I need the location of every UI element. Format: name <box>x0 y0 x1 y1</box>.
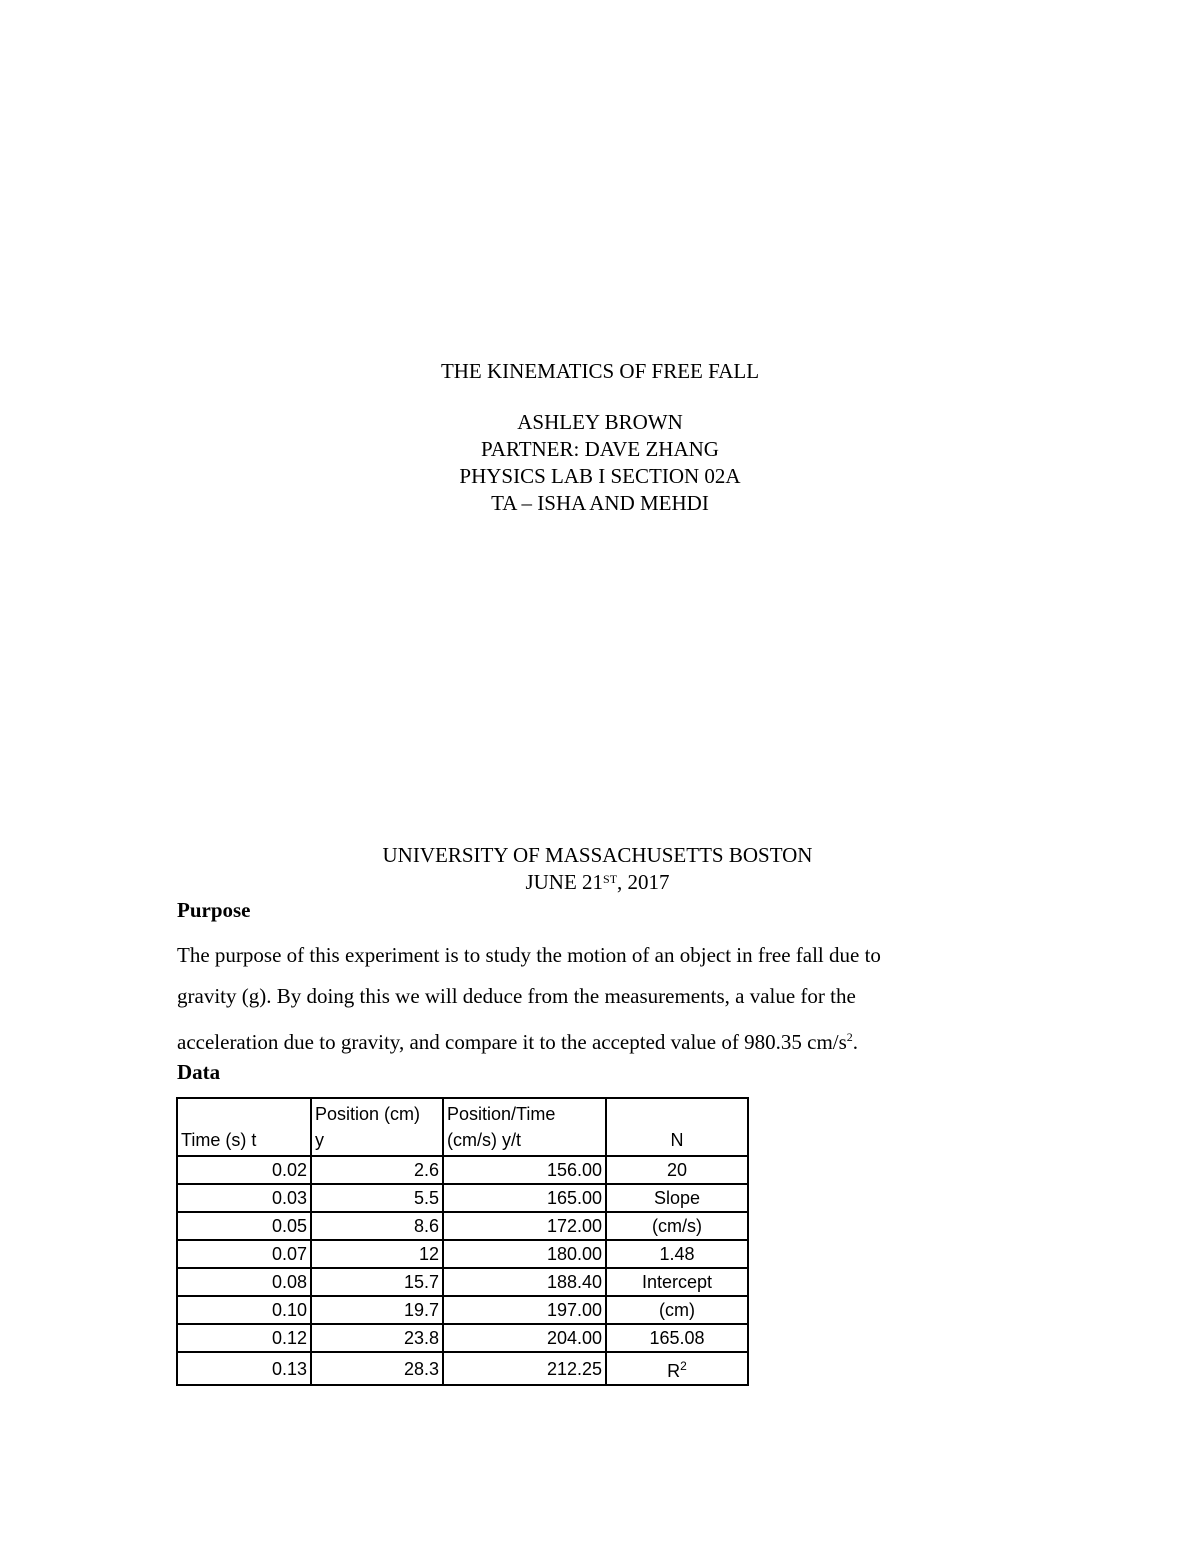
cell-side-info: Slope <box>606 1184 748 1212</box>
course-section: PHYSICS LAB I SECTION 02A <box>459 464 741 488</box>
header-pt-line2: (cm/s) y/t <box>447 1130 521 1150</box>
cell-side-info: (cm/s) <box>606 1212 748 1240</box>
purpose-paragraph <box>177 935 997 1063</box>
cell-position-time: 172.00 <box>443 1212 606 1240</box>
table-row <box>177 1324 748 1352</box>
purpose-line-2: gravity (g). By doing this we will deduce from the measurements, a value for the <box>177 984 856 1008</box>
header-n: N <box>606 1098 748 1156</box>
cell-side-info: (cm) <box>606 1296 748 1324</box>
spacer <box>0 385 1200 409</box>
cell-side-info: 1.48 <box>606 1240 748 1268</box>
date-suffix: , 2017 <box>617 870 670 894</box>
header-position-time <box>443 1098 606 1156</box>
cell-side-info <box>606 1352 748 1385</box>
cell-side-info: 20 <box>606 1156 748 1184</box>
header-time <box>177 1098 311 1156</box>
table-header-row <box>177 1098 748 1156</box>
table-row <box>177 1268 748 1296</box>
cell-position: 12 <box>311 1240 443 1268</box>
header-time-text: Time (s) t <box>181 1130 257 1150</box>
teaching-assistants: TA – ISHA AND MEHDI <box>491 491 709 515</box>
header-position <box>311 1098 443 1156</box>
cell-position-time: 197.00 <box>443 1296 606 1324</box>
cell-side-sup: 2 <box>680 1359 687 1373</box>
cell-side-info: Intercept <box>606 1268 748 1296</box>
header-position-line2: y <box>315 1130 324 1150</box>
cell-time: 0.08 <box>177 1268 311 1296</box>
purpose-line-3-end: . <box>852 1030 859 1054</box>
cell-position-time: 165.00 <box>443 1184 606 1212</box>
header-position-line1: Position (cm) <box>315 1104 421 1124</box>
table-row <box>177 1184 748 1212</box>
cell-position-time: 180.00 <box>443 1240 606 1268</box>
university-name: UNIVERSITY OF MASSACHUSETTS BOSTON <box>382 843 813 867</box>
cell-time: 0.10 <box>177 1296 311 1324</box>
cell-position: 8.6 <box>311 1212 443 1240</box>
author-name: ASHLEY BROWN <box>517 410 683 434</box>
purpose-line-3-sup: 2 <box>846 1030 853 1044</box>
cell-time: 0.12 <box>177 1324 311 1352</box>
report-date <box>0 869 1195 896</box>
report-title: THE KINEMATICS OF FREE FALL <box>440 359 760 383</box>
cell-position: 28.3 <box>311 1352 443 1385</box>
cell-position: 23.8 <box>311 1324 443 1352</box>
purpose-line-3-text: acceleration due to gravity, and compare it to the accepted value of 980.35 cm/s <box>177 1030 847 1054</box>
purpose-heading: Purpose <box>177 898 251 922</box>
cell-time: 0.13 <box>177 1352 311 1385</box>
cell-time: 0.07 <box>177 1240 311 1268</box>
data-table <box>176 1097 749 1386</box>
purpose-line-3 <box>177 1017 997 1063</box>
cell-side-text: R <box>667 1361 681 1381</box>
cell-position: 19.7 <box>311 1296 443 1324</box>
date-superscript: ST <box>603 872 618 886</box>
table-row <box>177 1212 748 1240</box>
cell-time: 0.03 <box>177 1184 311 1212</box>
table-row <box>177 1240 748 1268</box>
header-pt-line1: Position/Time <box>447 1104 556 1124</box>
table-row <box>177 1296 748 1324</box>
cell-position: 5.5 <box>311 1184 443 1212</box>
data-heading: Data <box>177 1060 221 1084</box>
table-row <box>177 1352 748 1385</box>
date-prefix: JUNE 21 <box>525 870 604 894</box>
cell-position-time: 204.00 <box>443 1324 606 1352</box>
cell-position-time: 212.25 <box>443 1352 606 1385</box>
university-block <box>0 842 1195 896</box>
partner-name: PARTNER: DAVE ZHANG <box>481 437 719 461</box>
cell-position: 15.7 <box>311 1268 443 1296</box>
cell-time: 0.02 <box>177 1156 311 1184</box>
cell-position-time: 156.00 <box>443 1156 606 1184</box>
cell-side-info: 165.08 <box>606 1324 748 1352</box>
cell-position: 2.6 <box>311 1156 443 1184</box>
cover-title-block <box>0 358 1200 517</box>
purpose-line-1: The purpose of this experiment is to study the motion of an object in free fall due to <box>177 943 881 967</box>
cell-position-time: 188.40 <box>443 1268 606 1296</box>
cell-time: 0.05 <box>177 1212 311 1240</box>
table-row <box>177 1156 748 1184</box>
